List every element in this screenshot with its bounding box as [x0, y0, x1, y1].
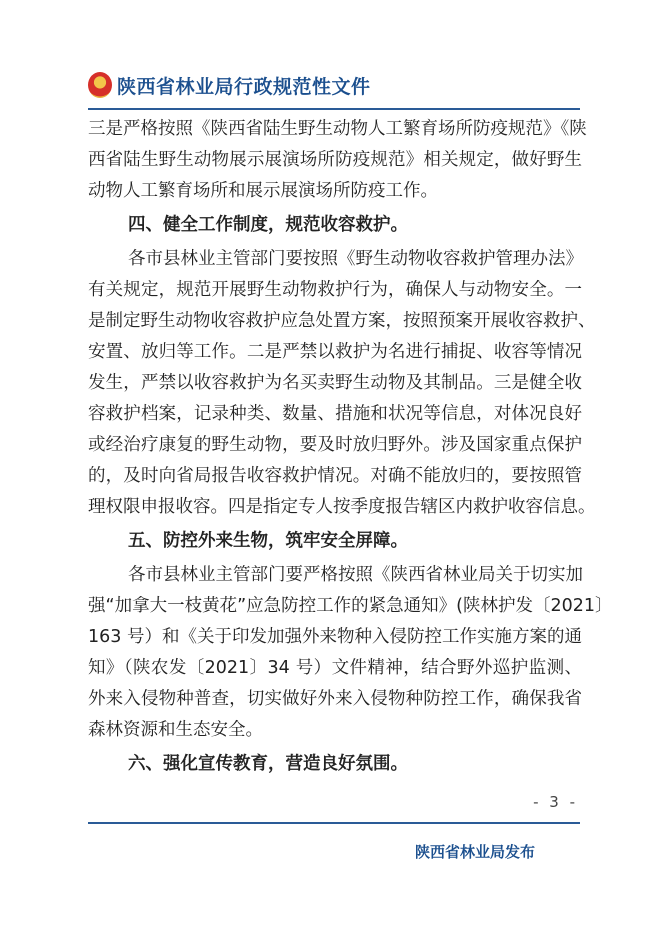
footer-divider: [88, 822, 580, 824]
text-line: 三是严格按照《陕西省陆生野生动物人工繁育场所防疫规范》《陕: [88, 119, 587, 139]
section-heading-4: 四、健全工作制度，规范收容救护。: [128, 215, 408, 235]
text-line: 知》（陕农发〔2021〕34 号）文件精神，结合野外巡护监测、: [88, 658, 582, 678]
text-line: 发生，严禁以收容救护为名买卖野生动物及其制品。三是健全收: [88, 373, 582, 393]
text-line: 163 号）和《关于印发加强外来物种入侵防控工作实施方案的通: [88, 627, 582, 647]
text-line: 或经治疗康复的野生动物，要及时放归野外。涉及国家重点保护: [88, 435, 582, 455]
text-line: 西省陆生野生动物展示展演场所防疫规范》相关规定，做好野生: [88, 150, 582, 170]
section-heading-6: 六、强化宣传教育，营造良好氛围。: [128, 754, 408, 774]
text-line: 是制定野生动物收容救护应急处置方案，按照预案开展收容救护、: [88, 311, 596, 331]
text-line: 安置、放归等工作。二是严禁以救护为名进行捕捉、收容等情况: [88, 342, 582, 362]
text-line: 动物人工繁育场所和展示展演场所防疫工作。: [88, 181, 438, 201]
text-line: 有关规定，规范开展野生动物救护行为，确保人与动物安全。一: [88, 280, 582, 300]
header-title: 陕西省林业局行政规范性文件: [117, 75, 371, 98]
text-line: 容救护档案，记录种类、数量、措施和状况等信息，对体况良好: [88, 404, 582, 424]
text-line: 外来入侵物种普查，切实做好外来入侵物种防控工作，确保我省: [88, 689, 582, 709]
text-line: 理权限申报收容。四是指定专人按季度报告辖区内救护收容信息。: [88, 497, 596, 517]
text-line: 森林资源和生态安全。: [88, 720, 263, 740]
page-number: - 3 -: [533, 793, 578, 811]
text-line: 各市县林业主管部门要严格按照《陕西省林业局关于切实加: [128, 565, 583, 585]
header-divider: [88, 108, 580, 110]
document-header: [88, 70, 371, 100]
text-line: 各市县林业主管部门要按照《野生动物收容救护管理办法》: [128, 249, 583, 269]
text-line: 强“加拿大一枝黄花”应急防控工作的紧急通知》(陕林护发〔2021〕: [88, 596, 613, 616]
section-heading-5: 五、防控外来生物，筑牢安全屏障。: [128, 531, 408, 551]
footer-publisher: 陕西省林业局发布: [415, 843, 536, 861]
text-line: 的，及时向省局报告收容救护情况。对确不能放归的，要按照管: [88, 466, 582, 486]
national-emblem-icon: [88, 72, 112, 98]
document-body: [88, 114, 613, 783]
